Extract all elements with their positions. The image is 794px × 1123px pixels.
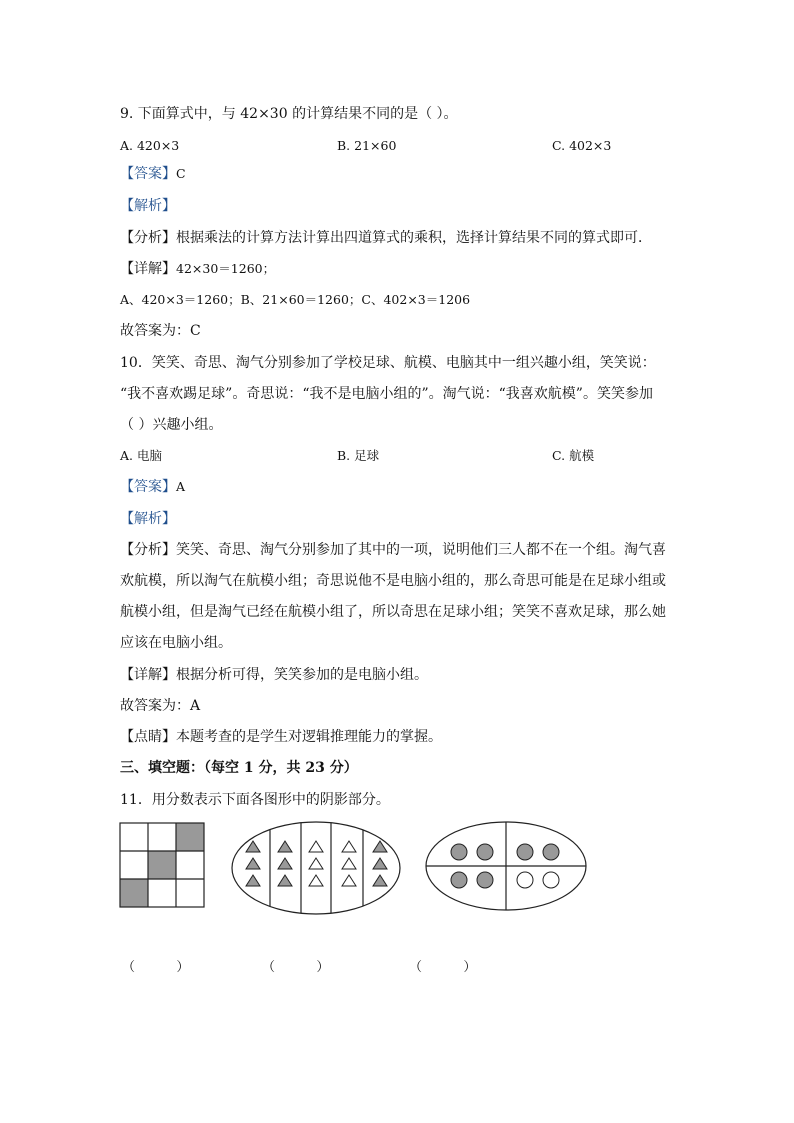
q11-blank-3[interactable]: （ ）: [409, 960, 477, 975]
q9-option-b: B. 21×60: [337, 138, 397, 153]
q9-analysis: 根据乘法的计算方法计算出四道算式的乘积，选择计算结果不同的算式即可．: [176, 230, 652, 246]
detail-tag: 【详解】: [120, 667, 176, 683]
q9-conclusion: 故答案为：C: [120, 323, 201, 339]
shaded-cell: [148, 851, 176, 879]
triangle: [342, 875, 356, 886]
shaded-triangle: [373, 858, 387, 869]
q9-option-a: A. 420×3: [120, 138, 180, 153]
analysis-tag: 【分析】: [120, 230, 176, 246]
shaded-cell: [176, 823, 204, 851]
q10-option-b: B. 足球: [337, 448, 380, 463]
q11-blank-2[interactable]: （ ）: [262, 960, 330, 975]
circle: [543, 872, 559, 888]
detail-tag: 【详解】: [120, 261, 176, 277]
shaded-triangle: [246, 841, 260, 852]
circle: [517, 872, 533, 888]
shaded-triangle: [246, 858, 260, 869]
oval-triangles-figure: [230, 820, 402, 916]
q10-option-c: C. 航模: [552, 448, 595, 463]
q10-explain-tag: 【解析】: [120, 511, 176, 527]
q9-analysis-line: [120, 228, 652, 248]
q10-analysis-line-1: [120, 540, 666, 560]
shaded-circle: [543, 844, 559, 860]
q11-blank-1[interactable]: （ ）: [122, 960, 190, 975]
shaded-circle: [451, 872, 467, 888]
shaded-triangle: [278, 841, 292, 852]
q10-analysis-4: 应该在电脑小组。: [120, 635, 232, 651]
triangle: [309, 841, 323, 852]
answer-tag: 【答案】: [120, 166, 176, 182]
triangle: [309, 875, 323, 886]
q9-explain-tag: 【解析】: [120, 198, 176, 214]
q9-stem: 9. 下面算式中，与 42×30 的计算结果不同的是（ ）。: [120, 106, 458, 122]
comment-tag: 【点睛】: [120, 729, 176, 745]
triangle: [342, 841, 356, 852]
q10-answer: A: [176, 479, 186, 494]
oval-circles-figure: [424, 820, 588, 912]
triangle: [309, 858, 323, 869]
grid-figure: [119, 822, 207, 910]
q10-comment: 本题考查的是学生对逻辑推理能力的掌握。: [176, 729, 442, 745]
q10-comment-line: [120, 727, 442, 747]
section-title: 三、填空题：（每空 1 分，共 23 分）: [120, 760, 358, 776]
q10-analysis-1: 笑笑、奇思、淘气分别参加了其中的一项，说明他们三人都不在一个组。淘气喜: [176, 542, 666, 558]
q11-stem: 11．用分数表示下面各图形中的阴影部分。: [120, 792, 390, 808]
q10-analysis-3: 航模小组，但是淘气已经在航模小组了，所以奇思在足球小组；笑笑不喜欢足球，那么她: [120, 604, 666, 620]
q10-conclusion: 故答案为：A: [120, 698, 201, 714]
shaded-triangle: [278, 875, 292, 886]
shaded-triangle: [246, 875, 260, 886]
q10-option-a: A. 电脑: [120, 448, 162, 463]
q9-calc: A、420×3＝1260；B、21×60＝1260；C、402×3＝1206: [120, 292, 471, 307]
q9-answer: C: [176, 166, 186, 181]
shaded-cell: [120, 879, 148, 907]
shaded-triangle: [373, 841, 387, 852]
answer-tag: 【答案】: [120, 479, 176, 495]
shaded-circle: [451, 844, 467, 860]
q10-stem-2: “我不喜欢踢足球”。奇思说：“我不是电脑小组的”。淘气说：“我喜欢航模”。笑笑参加: [120, 386, 653, 402]
triangle: [342, 858, 356, 869]
shaded-circle: [477, 844, 493, 860]
q9-option-c: C. 402×3: [552, 138, 612, 153]
q10-analysis-2: 欢航模，所以淘气在航模小组；奇思说他不是电脑小组的，那么奇思可能是在足球小组或: [120, 573, 666, 589]
q10-detail: 根据分析可得，笑笑参加的是电脑小组。: [176, 667, 428, 683]
analysis-tag: 【分析】: [120, 542, 176, 558]
shaded-triangle: [278, 858, 292, 869]
q9-detail: 42×30＝1260；: [176, 261, 276, 276]
q10-answer-line: [120, 477, 185, 497]
q10-stem-3: （ ）兴趣小组。: [120, 417, 223, 433]
q10-detail-line: [120, 665, 428, 685]
shaded-triangle: [373, 875, 387, 886]
q9-detail-line: [120, 259, 275, 279]
q10-stem-1: 10．笑笑、奇思、淘气分别参加了学校足球、航模、电脑其中一组兴趣小组，笑笑说：: [120, 355, 656, 371]
q9-answer-line: [120, 164, 186, 184]
shaded-circle: [477, 872, 493, 888]
shaded-circle: [517, 844, 533, 860]
